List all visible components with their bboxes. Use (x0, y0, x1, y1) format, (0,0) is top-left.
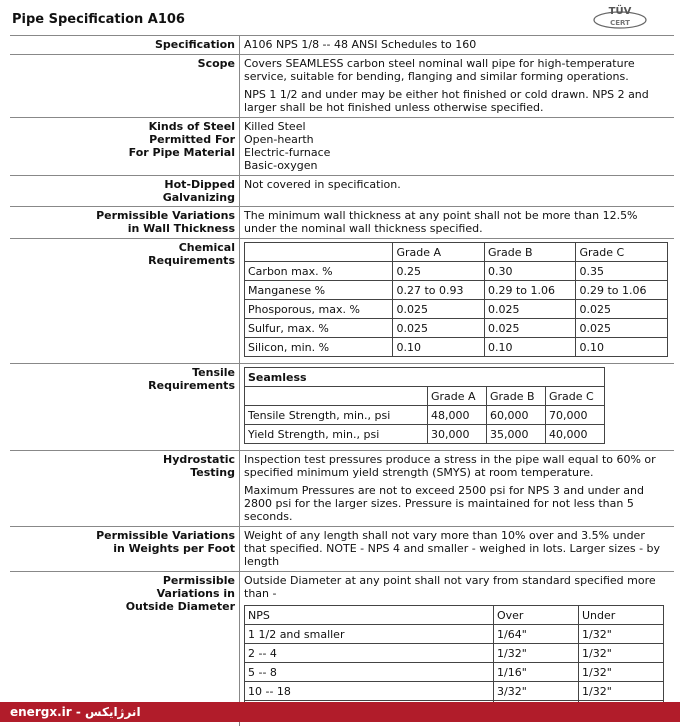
label-line: Tensile (192, 366, 235, 379)
table-header-row (245, 606, 664, 625)
tensile-caption: Seamless (245, 368, 605, 387)
table-row (245, 338, 668, 357)
cell: 1/32" (579, 644, 664, 663)
cell: 0.29 to 1.06 (576, 281, 668, 300)
label-line: Galvanizing (162, 191, 235, 204)
row-weights (10, 527, 674, 572)
value-wall-thickness: The minimum wall thickness at any point shall not be more than 12.5% under the nominal wall thickness specified. (244, 209, 638, 235)
table-header-row (245, 243, 668, 262)
value-tensile (240, 364, 674, 450)
tensile-table (244, 367, 605, 444)
cell: 0.10 (393, 338, 485, 357)
cell: 0.025 (576, 319, 668, 338)
cell: 1/64" (494, 625, 579, 644)
cell: 40,000 (546, 425, 605, 444)
cell: 70,000 (546, 406, 605, 425)
label-line: Chemical (178, 241, 235, 254)
scope-paragraph-1: Covers SEAMLESS carbon steel nominal wall pipe for high-temperature service, suitable for bending, flanging and similar forming operations. (244, 57, 635, 83)
header-cell: Grade A (393, 243, 485, 262)
cell: 1/32" (494, 644, 579, 663)
label-line: Permitted For (149, 133, 235, 146)
cell: 0.025 (484, 319, 576, 338)
table-row (245, 281, 668, 300)
label-line: Requirements (148, 254, 235, 267)
label-line: Outside Diameter (125, 600, 235, 613)
cell: 0.35 (576, 262, 668, 281)
label-galvanizing (10, 176, 240, 206)
header-cell (245, 243, 393, 262)
table-row (245, 644, 664, 663)
cell: 48,000 (428, 406, 487, 425)
label-line: Testing (190, 466, 235, 479)
table-row (245, 682, 664, 701)
spec-table (10, 35, 674, 726)
label-kinds-of-steel (10, 118, 240, 175)
tuv-cert-logo (592, 2, 648, 30)
cell: 0.025 (393, 319, 485, 338)
page-title: Pipe Specification A106 (12, 12, 185, 27)
steel-kind: Open-hearth (244, 133, 314, 146)
cell: Manganese % (245, 281, 393, 300)
cell: 2 -- 4 (245, 644, 494, 663)
footer-banner[interactable] (0, 702, 680, 722)
label-weights (10, 527, 240, 571)
label-hydrostatic (10, 451, 240, 526)
header-cell: Grade C (546, 387, 605, 406)
cell: 1/16" (494, 663, 579, 682)
cell: 35,000 (487, 425, 546, 444)
header-cell: Grade B (484, 243, 576, 262)
cell: 5 -- 8 (245, 663, 494, 682)
steel-kind: Electric-furnace (244, 146, 331, 159)
cell: Phosporous, max. % (245, 300, 393, 319)
label-specification: Specification (10, 36, 240, 54)
row-hydrostatic (10, 451, 674, 527)
cell: 60,000 (487, 406, 546, 425)
value-hydrostatic (240, 451, 674, 526)
label-line: Permissible Variations (96, 209, 235, 222)
header-cell: Over (494, 606, 579, 625)
header-cell: NPS (245, 606, 494, 625)
label-wall-thickness (10, 207, 240, 238)
steel-kind: Killed Steel (244, 120, 306, 133)
value-chemical (240, 239, 674, 363)
steel-kind: Basic-oxygen (244, 159, 318, 172)
label-chemical (10, 239, 240, 363)
cell: 0.27 to 0.93 (393, 281, 485, 300)
cell: 1 1/2 and smaller (245, 625, 494, 644)
cell: Yield Strength, min., psi (245, 425, 428, 444)
cell: Silicon, min. % (245, 338, 393, 357)
table-row (245, 319, 668, 338)
cell: 30,000 (428, 425, 487, 444)
label-line: Permissible (162, 574, 235, 587)
hydrostatic-paragraph-1: Inspection test pressures produce a stress in the pipe wall equal to 60% or specified minimum yield strength (SMYS) at room temperature. (244, 453, 656, 479)
value-scope (240, 55, 674, 117)
row-scope (10, 55, 674, 118)
cell: 0.29 to 1.06 (484, 281, 576, 300)
cell: 1/32" (579, 663, 664, 682)
table-row (245, 262, 668, 281)
row-kinds-of-steel (10, 118, 674, 176)
label-line: Hot-Dipped (164, 178, 235, 191)
value-kinds-of-steel (240, 118, 674, 175)
cell: Tensile Strength, min., psi (245, 406, 428, 425)
cell: 0.025 (393, 300, 485, 319)
table-row (245, 663, 664, 682)
chemical-table (244, 242, 668, 357)
cell: 3/32" (494, 682, 579, 701)
hydrostatic-paragraph-2: Maximum Pressures are not to exceed 2500 psi for NPS 3 and under and 2800 psi for the larger sizes. Pressure is maintained for not less than 5 seconds. (244, 484, 644, 523)
cell: 0.025 (484, 300, 576, 319)
row-chemical (10, 239, 674, 364)
label-line: Kinds of Steel (148, 120, 235, 133)
row-galvanizing (10, 176, 674, 207)
row-specification (10, 36, 674, 55)
label-line: Permissible Variations (96, 529, 235, 542)
scope-paragraph-2: NPS 1 1/2 and under may be either hot finished or cold drawn. NPS 2 and larger shall be hot finished unless otherwise specified. (244, 88, 649, 114)
table-row (245, 300, 668, 319)
label-line: Requirements (148, 379, 235, 392)
value-galvanizing: Not covered in specification. (244, 178, 401, 191)
value-weights: Weight of any length shall not vary more than 10% over and 3.5% under that specified. NOTE - NPS 4 and smaller - weighed in lots. Larger sizes - by length (244, 529, 661, 568)
header-cell: Grade C (576, 243, 668, 262)
header-cell (245, 387, 428, 406)
cell: Sulfur, max. % (245, 319, 393, 338)
header-cell: Grade B (487, 387, 546, 406)
logo-top-text: TÜV (608, 6, 632, 17)
logo-bottom-text: CERT (610, 19, 630, 27)
table-row (245, 406, 605, 425)
outside-diameter-text: Outside Diameter at any point shall not vary from standard specified more than - (244, 574, 656, 600)
table-caption-row (245, 368, 605, 387)
row-tensile (10, 364, 674, 451)
label-scope: Scope (10, 55, 240, 117)
header-cell: Under (579, 606, 664, 625)
table-row (245, 425, 605, 444)
cell: Carbon max. % (245, 262, 393, 281)
row-wall-thickness (10, 207, 674, 239)
label-line: in Wall Thickness (127, 222, 235, 235)
cell: 10 -- 18 (245, 682, 494, 701)
cell: 0.10 (484, 338, 576, 357)
cell: 1/32" (579, 682, 664, 701)
cell: 0.10 (576, 338, 668, 357)
label-line: Hydrostatic (162, 453, 235, 466)
table-header-row (245, 387, 605, 406)
header-cell: Grade A (428, 387, 487, 406)
label-line: in Weights per Foot (113, 542, 235, 555)
label-line: For Pipe Material (128, 146, 235, 159)
footer-text[interactable]: energx.ir - انرژایکس (10, 705, 141, 719)
cell: 1/32" (579, 625, 664, 644)
cell: 0.025 (576, 300, 668, 319)
label-tensile (10, 364, 240, 450)
label-line: Variations in (156, 587, 235, 600)
value-specification: A106 NPS 1/8 -- 48 ANSI Schedules to 160 (244, 38, 477, 51)
table-row (245, 625, 664, 644)
cell: 0.30 (484, 262, 576, 281)
cell: 0.25 (393, 262, 485, 281)
